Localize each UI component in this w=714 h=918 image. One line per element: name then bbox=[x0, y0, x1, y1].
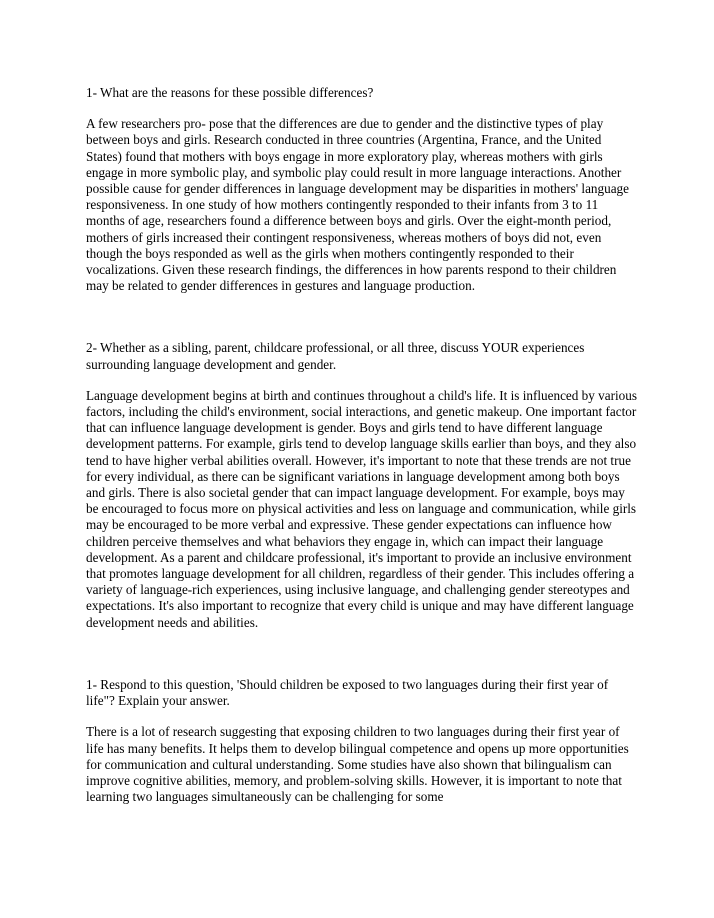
section-gap bbox=[86, 631, 638, 677]
answer-2-experiences: Language development begins at birth and continues throughout a child's life. It is influenced by various factors, including the child's environment, social interactions, and genetic makeup. One important factor that can influence language development is gender. Boys and girls tend to have different language development patterns. For example, girls tend to develop language skills earlier than boys, and they also tend to have higher verbal abilities overall. However, it's important to note that these trends are not true for every individual, as there can be significant variations in language development among both boys and girls. There is also societal gender that can impact language development. For example, boys may be encouraged to focus more on physical activities and less on language and communication, while girls may be encouraged to be more verbal and expressive. These gender expectations can influence how children perceive themselves and what behaviors they engage in, which can impact their language development. As a parent and childcare professional, it's important to provide an inclusive environment that promotes language development for all children, regardless of their gender. This includes offering a variety of language-rich experiences, using inclusive language, and challenging gender stereotypes and expectations. It's also important to recognize that every child is unique and may have different language development needs and abilities. bbox=[86, 387, 637, 630]
section-gap bbox=[86, 294, 638, 340]
question-2-experiences: 2- Whether as a sibling, parent, childcare professional, or all three, discuss YOUR experiences surrounding language development and gender. bbox=[86, 340, 585, 372]
answer-3-bilingual: There is a lot of research suggesting that exposing children to two languages during their first year of life has many benefits. It helps them to develop bilingual competence and opens up more opportunities for communication and cultural understanding. Some studies have also shown that bilingualism can improve cognitive abilities, memory, and problem-solving skills. However, it is important to note that learning two languages simultaneously can be challenging for some bbox=[86, 724, 629, 805]
question-3-bilingual: 1- Respond to this question, 'Should children be exposed to two languages during their first year of life"? Explain your answer. bbox=[86, 676, 609, 709]
question-1-reasons: 1- What are the reasons for these possible differences? bbox=[86, 85, 374, 100]
answer-1-reasons: A few researchers pro- pose that the differences are due to gender and the distinctive types of play between boys and girls. Research conducted in three countries (Argentina, France, and the United States) found that mothers with boys engage in more exploratory play, whereas mothers with girls engage in more symbolic play, and symbolic play could result in more language interactions. Another possible cause for gender differences in language development may be disparities in mothers' language responsiveness. In one study of how mothers contingently responded to their infants from 3 to 11 months of age, researchers found a difference between boys and girls. Over the eight-month period, mothers of girls increased their contingent responsiveness, whereas mothers of boys did not, even though the boys responded as well as the girls when mothers contingently responded to their vocalizations. Given these research findings, the differences in how parents respond to their children may be related to gender differences in gestures and language production. bbox=[86, 116, 630, 294]
